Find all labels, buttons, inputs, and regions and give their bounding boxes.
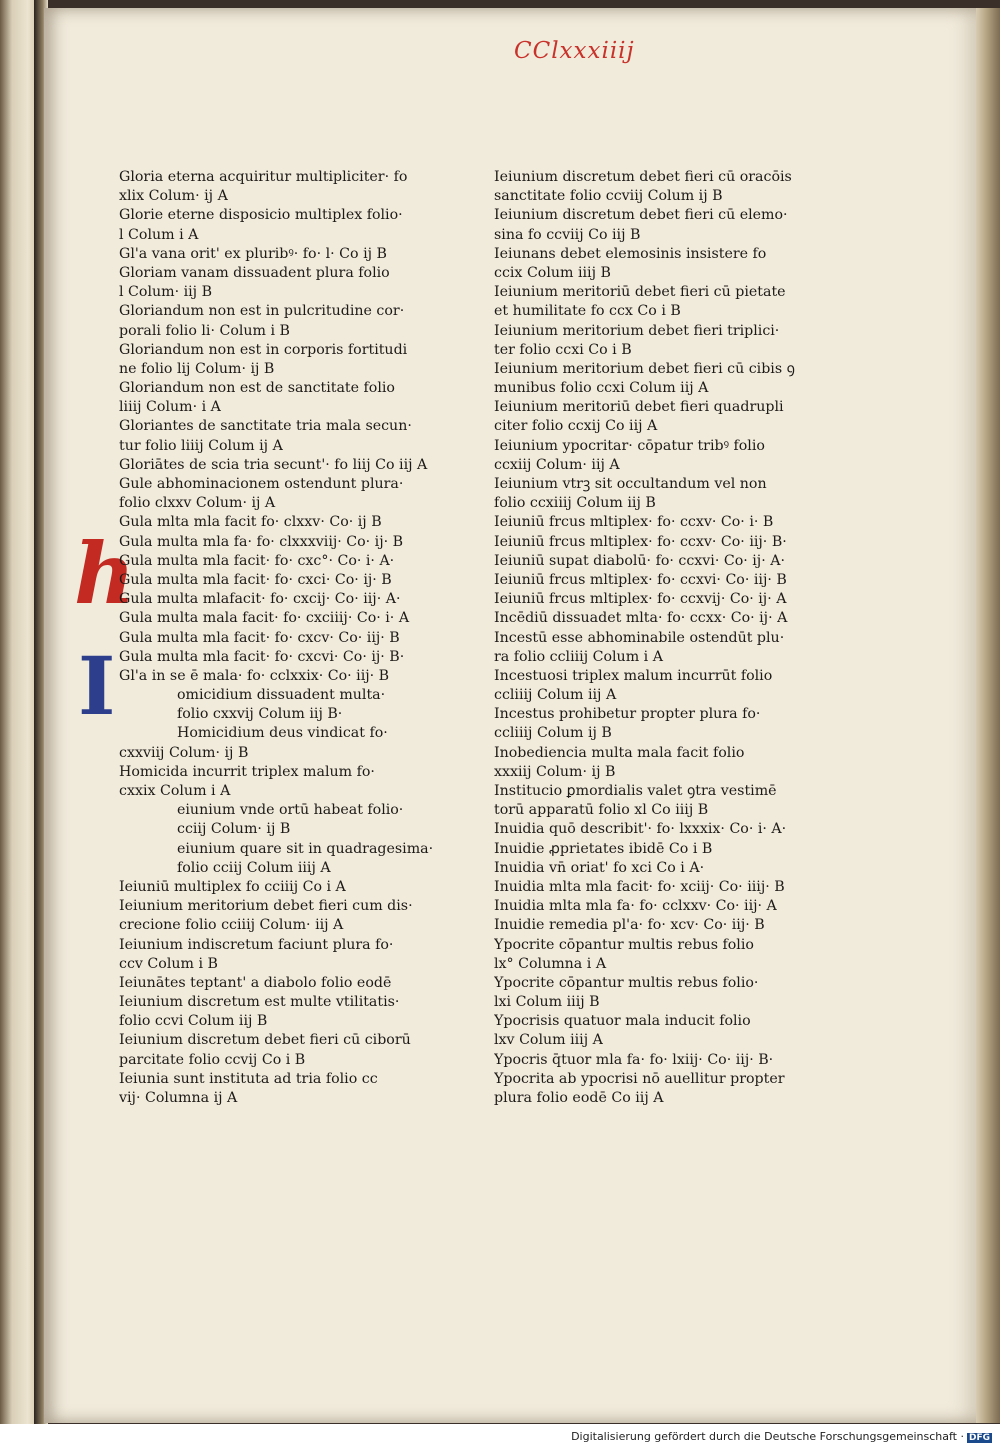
- text-line: liiij Colum· i A: [119, 399, 221, 416]
- text-line: Gula multa mla facit· fo· cxc°· Co· i· A·: [119, 552, 395, 569]
- caption-text: Digitalisierung gefördert durch die Deutsche Forschungsgemeinschaft ·: [571, 1430, 964, 1443]
- text-line: folio cxxvij Colum iij B·: [177, 706, 343, 723]
- text-line: ccv Colum i B: [119, 955, 218, 972]
- text-line: cxxix Colum i A: [119, 783, 231, 799]
- text-line: Homicidium deus vindicat fo·: [177, 725, 388, 742]
- text-line: lx° Columna i A: [494, 955, 607, 972]
- initial-i-blue: I: [78, 639, 116, 733]
- text-line: Gula multa mla facit· fo· cxcvi· Co· ij· B·: [119, 648, 405, 665]
- text-line: Ieiuniū frcus mltiplex· fo· ccxvij· Co· ij· A: [494, 591, 787, 608]
- text-line: ter folio ccxi Co i B: [494, 341, 632, 358]
- digitization-caption: [571, 1430, 992, 1443]
- text-line: Incestuosi triplex malum incurrūt folio: [494, 667, 773, 684]
- text-line: cxxviij Colum· ij B: [119, 744, 249, 761]
- text-line: folio ccxiiij Colum iij B: [494, 495, 656, 512]
- text-line: ccix Colum iiij B: [494, 264, 611, 281]
- page-edge: [976, 8, 1000, 1423]
- text-line: folio ccvi Colum iij B: [119, 1013, 268, 1030]
- text-line: Inuidie remedia pl'a· fo· xcv· Co· iij· B: [494, 917, 765, 934]
- text-line: parcitate folio ccvij Co i B: [119, 1051, 306, 1068]
- text-line: eiunium quare sit in quadragesima·: [177, 840, 434, 857]
- text-line: Gula multa mla facit· fo· cxcv· Co· iij· B: [119, 629, 400, 646]
- text-line: Institucio ꝑmordialis valet ꝯtra vestimē: [494, 783, 777, 799]
- text-line: Gloriantes de sanctitate tria mala secun·: [119, 418, 412, 435]
- text-line: et humilitate fo ccx Co i B: [494, 303, 681, 320]
- text-line: Ieiunium discretum debet fieri cū ciborū: [119, 1032, 411, 1049]
- text-line: Ieiunium meritorium debet fieri triplici·: [494, 322, 780, 339]
- text-line: Gula multa mlafacit· fo· cxcij· Co· iij· A·: [119, 591, 401, 608]
- text-line: Inuidia mlta mla fa· fo· cclxxv· Co· iij· A: [494, 898, 777, 915]
- text-line: plura folio eodē Co iij A: [494, 1090, 664, 1106]
- text-line: Ieiunium discretum debet fieri cū elemo·: [494, 207, 788, 224]
- text-line: Gl'a vana orit' ex pluribꝰ· fo· l· Co ij B: [119, 245, 387, 262]
- folio-number: CClxxxiiij: [514, 38, 635, 64]
- text-line: sanctitate folio ccviij Colum ij B: [494, 188, 723, 205]
- text-line: Ieiuniū frcus mltiplex· fo· ccxv· Co· iij· B·: [494, 533, 787, 550]
- text-line: Ieiunium discretum debet fieri cū oracōis: [494, 169, 792, 185]
- text-line: Ieiunans debet elemosinis insistere fo: [494, 245, 767, 262]
- text-line: Gula multa mala facit· fo· cxciiij· Co· i· A: [119, 610, 410, 627]
- text-line: folio cciij Colum iiij A: [177, 859, 331, 876]
- text-line: Ieiunium ypocritar· cōpatur tribꝰ folio: [494, 437, 765, 454]
- text-line: Incestū esse abhominabile ostendūt plu·: [494, 629, 785, 646]
- text-line: ccliiij Colum ij B: [494, 725, 612, 742]
- text-line: Ieiuniū supat diabolū· fo· ccxvi· Co· ij· A·: [494, 552, 785, 569]
- text-line: eiunium vnde ortū habeat folio·: [177, 802, 404, 819]
- text-line: sina fo ccviij Co iij B: [494, 226, 641, 243]
- left-text-column: [119, 168, 449, 1108]
- text-line: Gula mlta mla facit fo· clxxv· Co· ij B: [119, 514, 382, 531]
- text-line: Gloria eterna acquiritur multipliciter· fo: [119, 169, 408, 185]
- text-line: Homicida incurrit triplex malum fo·: [119, 763, 375, 780]
- text-line: Ypocrite cōpantur multis rebus folio·: [494, 974, 759, 991]
- text-line: Ieiunium meritoriū debet fieri quadrupli: [494, 399, 784, 416]
- text-line: Ieiuniū frcus mltiplex· fo· ccxv· Co· i· B: [494, 514, 774, 531]
- text-line: Inuidie ꝓprietates ibidē Co i B: [494, 840, 713, 857]
- text-line: Ieiunium vtrꝫ sit occultandum vel non: [494, 476, 767, 492]
- text-line: ra folio ccliiij Colum i A: [494, 648, 663, 665]
- text-line: Gloriandum non est in corporis fortitudi: [119, 341, 408, 358]
- text-line: Gula multa mla facit· fo· cxci· Co· ij· B: [119, 571, 392, 588]
- text-line: Gule abhominacionem ostendunt plura·: [119, 476, 404, 492]
- text-line: Gloriam vanam dissuadent plura folio: [119, 264, 390, 281]
- text-line: l Colum· iij B: [119, 284, 213, 301]
- text-line: Incestus prohibetur propter plura fo·: [494, 706, 761, 723]
- text-line: Gloriātes de scia tria secunt'· fo liij Co iij A: [119, 456, 428, 473]
- text-line: Ypocrita ab ypocrisi nō auellitur propter: [494, 1070, 785, 1087]
- text-line: folio clxxv Colum· ij A: [119, 495, 276, 512]
- text-line: Gula multa mla fa· fo· clxxxviij· Co· ij· B: [119, 533, 404, 550]
- text-line: Gloriandum non est de sanctitate folio: [119, 380, 395, 397]
- text-line: Ieiuniū frcus mltiplex· fo· ccxvi· Co· iij· B: [494, 571, 787, 588]
- text-line: citer folio ccxij Co iij A: [494, 418, 658, 435]
- text-line: Inuidia vn̄ oriat' fo xci Co i A·: [494, 859, 705, 876]
- text-line: porali folio li· Colum i B: [119, 322, 290, 339]
- text-line: Ypocrite cōpantur multis rebus folio: [494, 936, 754, 953]
- text-line: torū apparatū folio xl Co iiij B: [494, 802, 709, 819]
- text-line: crecione folio cciiij Colum· iij A: [119, 917, 344, 934]
- text-line: Ieiunium meritorium debet fieri cū cibis ꝯ: [494, 360, 795, 377]
- text-line: cciij Colum· ij B: [177, 821, 291, 838]
- text-line: l Colum i A: [119, 226, 199, 243]
- text-line: Ieiunātes teptant' a diabolo folio eodē: [119, 974, 392, 991]
- text-line: Gl'a in se ē mala· fo· cclxxix· Co· iij· B: [119, 667, 390, 684]
- text-line: Ieiunium meritorium debet fieri cum dis·: [119, 898, 413, 915]
- text-line: Inuidia quō describit'· fo· lxxxix· Co· i· A·: [494, 821, 787, 838]
- text-line: Ieiunium meritoriū debet fieri cū pietate: [494, 284, 786, 301]
- right-text-column: [494, 168, 824, 1108]
- text-line: ccxiij Colum· iij A: [494, 456, 620, 473]
- dfg-logo: DFG: [968, 1433, 990, 1443]
- text-line: Incēdiū dissuadet mlta· fo· ccxx· Co· ij· A: [494, 610, 788, 627]
- text-line: Ypocris q̄tuor mla fa· fo· lxiij· Co· iij· B·: [494, 1051, 774, 1068]
- text-line: xlix Colum· ij A: [119, 188, 228, 205]
- text-line: tur folio liiij Colum ij A: [119, 437, 283, 454]
- text-line: xxxiij Colum· ij B: [494, 763, 616, 780]
- manuscript-page: [44, 8, 980, 1423]
- text-line: Ieiuniū multiplex fo cciiij Co i A: [119, 878, 346, 895]
- text-line: Ypocrisis quatuor mala inducit folio: [494, 1013, 751, 1030]
- text-line: Gloriandum non est in pulcritudine cor·: [119, 303, 405, 320]
- text-line: Glorie eterne disposicio multiplex folio·: [119, 207, 403, 224]
- text-line: vij· Columna ij A: [119, 1090, 238, 1106]
- text-line: Inobediencia multa mala facit folio: [494, 744, 745, 761]
- text-line: ne folio lij Colum· ij B: [119, 360, 275, 377]
- initial-h-red: h: [74, 524, 136, 623]
- text-line: munibus folio ccxi Colum iij A: [494, 380, 709, 397]
- text-line: lxi Colum iiij B: [494, 994, 600, 1011]
- text-line: Ieiunium indiscretum faciunt plura fo·: [119, 936, 394, 953]
- text-line: ccliiij Colum iij A: [494, 687, 617, 704]
- text-line: Inuidia mlta mla facit· fo· xciij· Co· iiij· B: [494, 878, 785, 895]
- text-line: lxv Colum iiij A: [494, 1032, 603, 1049]
- text-line: Ieiunium discretum est multe vtilitatis·: [119, 994, 400, 1011]
- text-line: Ieiunia sunt instituta ad tria folio cc: [119, 1070, 378, 1087]
- text-line: omicidium dissuadent multa·: [177, 687, 386, 704]
